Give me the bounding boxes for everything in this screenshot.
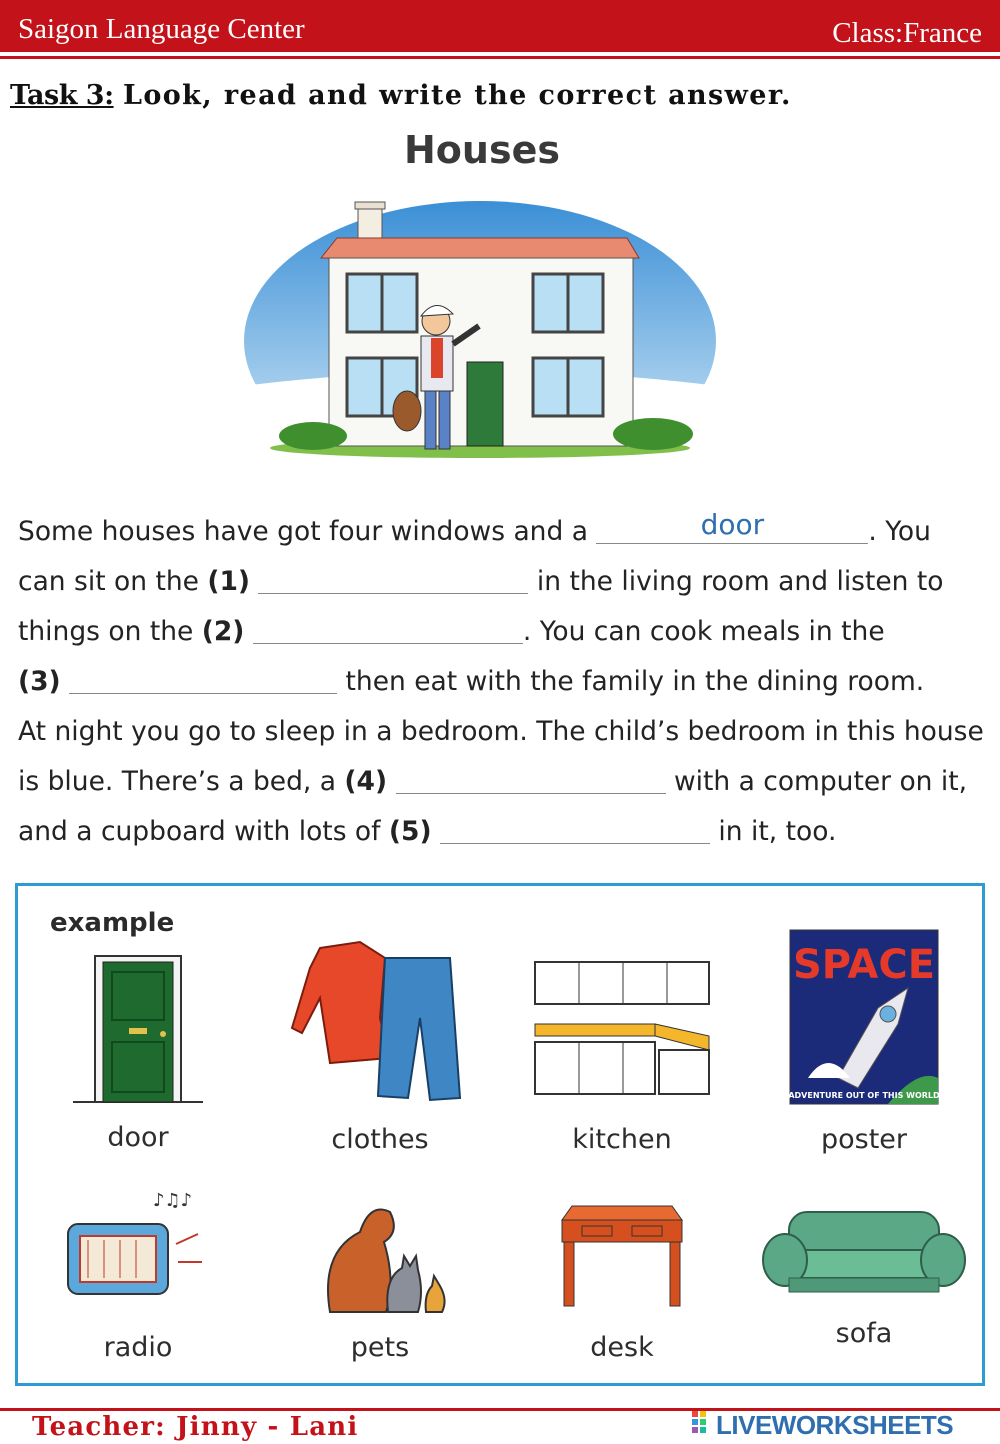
passage-text: Some houses have got four windows and a — [18, 516, 597, 547]
passage-line-1 — [18, 507, 993, 557]
passage-text: in it, too. — [710, 816, 837, 847]
passage-line-2 — [18, 557, 993, 607]
word-label: kitchen — [572, 1124, 672, 1155]
door-icon — [63, 954, 213, 1106]
word-card-desk — [502, 1202, 742, 1372]
radio-icon — [58, 1184, 218, 1304]
answer-field-1[interactable] — [258, 559, 528, 594]
kitchen-icon — [529, 958, 715, 1098]
passage-text: . You — [868, 516, 931, 547]
example-answer: door — [700, 508, 765, 541]
word-label: desk — [590, 1332, 654, 1363]
passage-text: can sit on the — [18, 566, 208, 597]
word-label: door — [107, 1122, 169, 1153]
word-label: poster — [820, 1124, 908, 1155]
teacher-credit: Teacher: Jinny - Lani — [32, 1412, 359, 1442]
passage-text: and a cupboard with lots of — [18, 816, 389, 847]
answer-field-3[interactable] — [69, 659, 337, 694]
class-label: Class:France — [832, 17, 982, 49]
passage-line-7 — [18, 807, 993, 857]
sofa-icon — [759, 1208, 969, 1298]
passage — [18, 507, 993, 857]
svg-text:♪♫♪: ♪♫♪ — [153, 1190, 193, 1211]
word-card-clothes — [260, 938, 500, 1158]
blank-number-2: (2) — [201, 616, 245, 647]
task-text: Look, read and write the correct answer. — [122, 80, 792, 111]
blank-number-5: (5) — [388, 816, 432, 847]
passage-text: then eat with the family in the dining room. — [337, 666, 925, 697]
word-card-sofa — [744, 1208, 984, 1378]
blank-number-1: (1) — [207, 566, 251, 597]
word-card-radio — [18, 1184, 258, 1374]
example-answer-field[interactable] — [596, 509, 868, 544]
clothes-icon — [290, 938, 470, 1103]
task-label: Task 3: — [10, 80, 114, 111]
word-card-kitchen — [502, 958, 742, 1158]
passage-text: is blue. There’s a bed, a — [18, 766, 345, 797]
blank-number-4: (4) — [344, 766, 388, 797]
desk-icon — [552, 1202, 692, 1308]
answer-field-5[interactable] — [440, 809, 710, 844]
passage-text: in the living room and listen to — [528, 566, 944, 597]
word-label: radio — [103, 1332, 173, 1363]
word-box — [15, 883, 985, 1386]
word-label: pets — [350, 1332, 410, 1363]
header-bar — [0, 0, 1000, 52]
passage-line-3 — [18, 607, 993, 657]
passage-line-4 — [18, 657, 993, 707]
example-label: example — [50, 908, 175, 938]
word-label: clothes — [331, 1124, 429, 1155]
passage-text: . You can cook meals in the — [522, 616, 885, 647]
passage-line-6 — [18, 757, 993, 807]
page-title: Houses — [404, 128, 560, 172]
passage-text: things on the — [18, 616, 202, 647]
liveworksheets-logo-icon — [692, 1411, 714, 1435]
header-divider — [0, 56, 1000, 59]
school-name: Saigon Language Center — [18, 13, 305, 45]
poster-title: SPACE — [792, 942, 936, 988]
liveworksheets-brand[interactable] — [692, 1408, 992, 1438]
poster-caption: ADVENTURE OUT OF THIS WORLD — [788, 1091, 940, 1100]
answer-field-4[interactable] — [396, 759, 666, 794]
word-card-door — [18, 954, 258, 1154]
passage-text: with a computer on it, — [665, 766, 968, 797]
poster-icon — [788, 928, 940, 1106]
passage-line-5: At night you go to sleep in a bedroom. The child’s bedroom in this house — [18, 716, 984, 747]
answer-field-2[interactable] — [253, 609, 523, 644]
liveworksheets-text: LIVEWORKSHEETS — [716, 1410, 954, 1440]
word-label: sofa — [835, 1318, 893, 1349]
pets-icon — [300, 1182, 460, 1322]
task-instruction — [10, 80, 792, 111]
word-card-pets — [260, 1182, 500, 1372]
word-card-poster — [744, 928, 984, 1156]
house-illustration — [243, 186, 718, 478]
blank-number-3: (3) — [18, 666, 61, 697]
